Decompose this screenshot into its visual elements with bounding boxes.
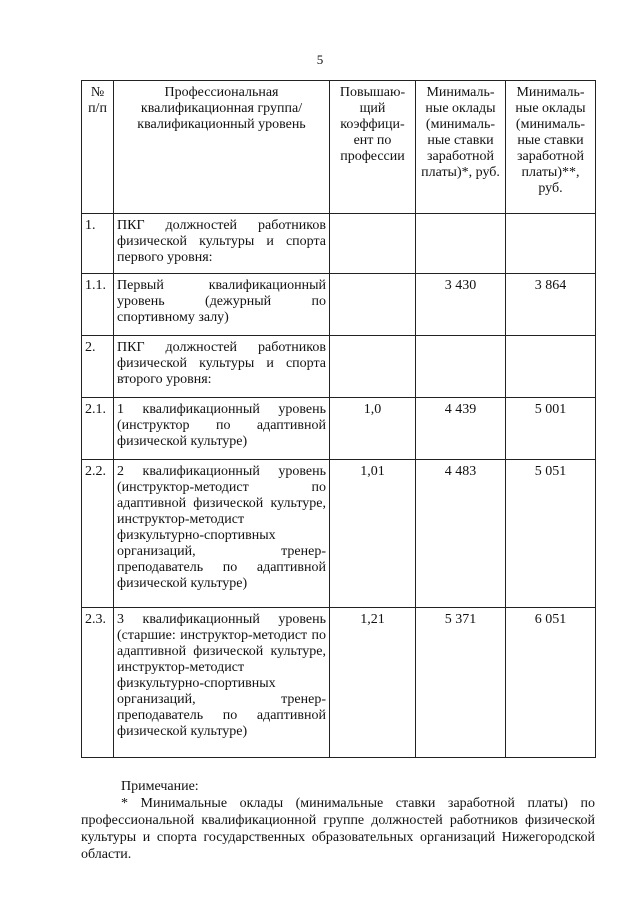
row-min1: 4 439 (416, 398, 506, 460)
table-row (82, 214, 596, 274)
header-group: Профессиональная квалификационная группа/квалификационный уровень (114, 81, 330, 214)
notes-text: * Минимальные оклады (минимальные ставки заработной платы) по профессиональной квалификационной группе должностей работников физической культуры и спорта государственных образовательных организаций Нижегородской области. (81, 796, 595, 862)
row-name: 2 квалификационный уровень (инструктор-методист по адаптивной физической культуре, инструктор-методист физкультурно-спортивных организаций, тренер-преподаватель по адаптивной физической культуре) (114, 460, 330, 608)
row-num: 2.1. (82, 398, 114, 460)
row-min1 (416, 336, 506, 398)
header-num: № п/п (82, 81, 114, 214)
table-row (82, 460, 596, 608)
row-min1: 5 371 (416, 608, 506, 758)
row-coef: 1,0 (330, 398, 416, 460)
notes-heading: Примечание: (121, 779, 199, 794)
row-num: 2.3. (82, 608, 114, 758)
notes-section (81, 778, 595, 863)
row-min2: 5 001 (506, 398, 596, 460)
row-min1: 4 483 (416, 460, 506, 608)
page-number: 5 (316, 52, 324, 67)
row-name: Первый квалификационный уровень (дежурный по спортивному залу) (114, 274, 330, 336)
row-coef (330, 274, 416, 336)
row-min1: 3 430 (416, 274, 506, 336)
row-num: 1.1. (82, 274, 114, 336)
table-row (82, 398, 596, 460)
row-name: ПКГ должностей работников физической культуры и спорта второго уровня: (114, 336, 330, 398)
table-row (82, 336, 596, 398)
row-min1 (416, 214, 506, 274)
row-min2 (506, 336, 596, 398)
row-coef (330, 214, 416, 274)
table-row (82, 274, 596, 336)
table-header-row (82, 81, 596, 214)
header-min-salary-1: Минималь-ные оклады (минималь-ные ставки заработной платы)*, руб. (416, 81, 506, 214)
salary-table (81, 80, 596, 758)
header-min-salary-2: Минималь-ные оклады (минималь-ные ставки заработной платы)**, руб. (506, 81, 596, 214)
table-row (82, 608, 596, 758)
row-num: 1. (82, 214, 114, 274)
row-coef: 1,01 (330, 460, 416, 608)
row-min2: 3 864 (506, 274, 596, 336)
row-name: ПКГ должностей работников физической культуры и спорта первого уровня: (114, 214, 330, 274)
row-name: 1 квалификационный уровень (инструктор по адаптивной физической культуре) (114, 398, 330, 460)
row-name: 3 квалификационный уровень (старшие: инструктор-методист по адаптивной физической культуре, инструктор-методист физкультурно-спортивных организаций, тренер-преподаватель по адаптивной физической культуре) (114, 608, 330, 758)
row-num: 2. (82, 336, 114, 398)
header-coefficient: Повышаю-щий коэффици-ент по профессии (330, 81, 416, 214)
row-min2: 6 051 (506, 608, 596, 758)
row-coef (330, 336, 416, 398)
row-coef: 1,21 (330, 608, 416, 758)
row-min2 (506, 214, 596, 274)
row-min2: 5 051 (506, 460, 596, 608)
row-num: 2.2. (82, 460, 114, 608)
